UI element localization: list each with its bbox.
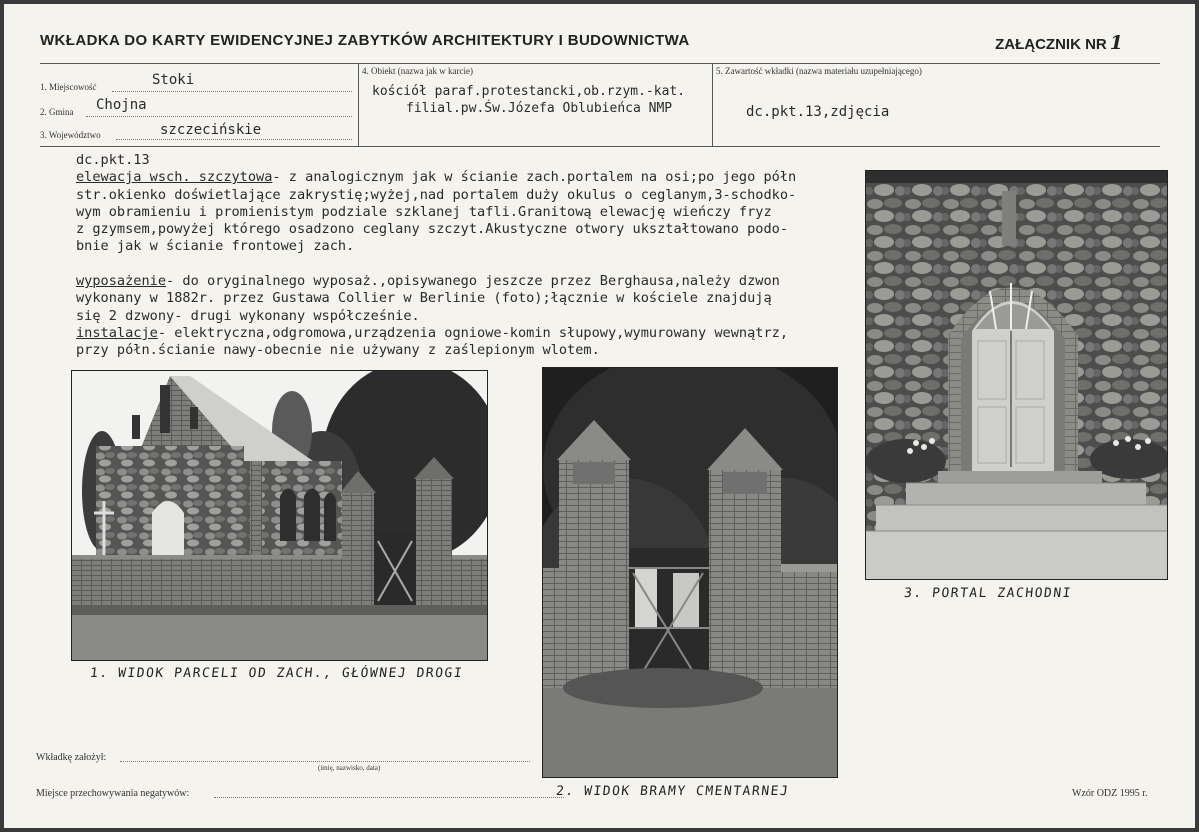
footer-created-by-label: Wkładkę założył: bbox=[36, 752, 107, 763]
field-locality-label: 1. Miejscowość bbox=[40, 82, 97, 92]
desc-line-10: się 2 dzwony- drugi wykonany współcześnie. bbox=[76, 307, 420, 324]
desc-line-5: z gzymsem,powyżej którego osadzono ceglany szczyt.Akustyczne otwory ukształtowano podo- bbox=[76, 221, 789, 238]
field-voivodeship-value: szczecińskie bbox=[160, 122, 262, 138]
field-contents-label: 5. Zawartość wkładki (nazwa materiału uzupełniającego) bbox=[716, 66, 922, 76]
desc-line-1: dc.pkt.13 bbox=[76, 152, 150, 168]
caption-photo-3: 3. PORTAL ZACHODNI bbox=[903, 586, 1073, 601]
desc-heading-installations: instalacje bbox=[76, 324, 158, 341]
footer-form-model: Wzór ODZ 1995 r. bbox=[1072, 788, 1148, 799]
description-text bbox=[76, 152, 796, 360]
photo-west-portal-image bbox=[866, 171, 1167, 579]
field-locality-line bbox=[112, 90, 352, 92]
desc-line-2: - z analogicznym jak w ścianie zach.portalem na osi;po jego półn bbox=[272, 169, 797, 186]
record-card-sheet bbox=[4, 4, 1195, 828]
field-commune-label: 2. Gmina bbox=[40, 107, 74, 117]
field-commune-line bbox=[86, 115, 352, 117]
footer-negatives-label: Miejsce przechowywania negatywów: bbox=[36, 788, 190, 799]
photo-cemetery-gate bbox=[542, 367, 838, 778]
desc-line-4: wym obramieniu i promienistym podziale szklanej tafli.Granitową elewację wieńczy fryz bbox=[76, 203, 772, 220]
caption-photo-2: 2. WIDOK BRAMY CMENTARNEJ bbox=[555, 784, 790, 799]
caption-photo-1: 1. WIDOK PARCELI OD ZACH., GŁÓWNEJ DROGI bbox=[89, 666, 464, 681]
grid-top-line bbox=[40, 63, 1160, 64]
desc-line-11: - elektryczna,odgromowa,urządzenia ogniowe-komin słupowy,wymurowany wewnątrz, bbox=[157, 324, 789, 341]
desc-line-6: bnie jak w ścianie frontowej zach. bbox=[76, 238, 355, 255]
field-voivodeship-line bbox=[116, 138, 352, 140]
desc-line-12: przy półn.ścianie nawy-obecnie nie używany z zaślepionym wlotem. bbox=[76, 342, 600, 359]
field-object-line-1: kościół paraf.protestancki,ob.rzym.-kat. bbox=[372, 84, 686, 99]
grid-bottom-line bbox=[40, 146, 1160, 147]
footer-created-by-line bbox=[120, 760, 530, 762]
desc-line-9: wykonany w 1882r. przez Gustawa Collier w Berlinie (foto);łącznie w kościele znajdują bbox=[76, 290, 772, 307]
desc-heading-equipment: wyposażenie bbox=[76, 273, 167, 290]
grid-divider-1 bbox=[358, 63, 359, 146]
desc-line-3: str.okienko doświetlające zakrystię;wyżej,nad portalem duży okulus o ceglanym,3-schodko- bbox=[76, 186, 797, 203]
field-locality-value: Stoki bbox=[152, 72, 195, 88]
photo-plot-view-image bbox=[72, 371, 487, 660]
field-object-label: 4. Obiekt (nazwa jak w karcie) bbox=[362, 66, 473, 76]
desc-line-8: - do oryginalnego wyposaż.,opisywanego jeszcze przez Berghausa,należy dzwon bbox=[166, 273, 780, 290]
footer-negatives-line bbox=[214, 796, 564, 798]
footer-name-hint: (imię, nazwisko, data) bbox=[318, 764, 381, 772]
attachment-number: 1 bbox=[1109, 32, 1123, 54]
field-object-line-2: filial.pw.Św.Józefa Oblubieńca NMP bbox=[406, 101, 673, 116]
grid-divider-2 bbox=[712, 63, 713, 146]
form-title: WKŁADKA DO KARTY EWIDENCYJNEJ ZABYTKÓW ARCHITEKTURY I BUDOWNICTWA bbox=[40, 32, 690, 49]
photo-plot-view bbox=[71, 370, 488, 661]
field-contents-value: dc.pkt.13,zdjęcia bbox=[746, 104, 890, 120]
photo-cemetery-gate-image bbox=[543, 368, 837, 777]
attachment-label: ZAŁĄCZNIK NR 1 bbox=[995, 32, 1123, 54]
field-voivodeship-label: 3. Województwo bbox=[40, 130, 101, 140]
desc-heading-east-elevation: elewacja wsch. szczytowa bbox=[76, 169, 273, 186]
field-commune-value: Chojna bbox=[96, 97, 147, 113]
photo-west-portal bbox=[865, 170, 1168, 580]
